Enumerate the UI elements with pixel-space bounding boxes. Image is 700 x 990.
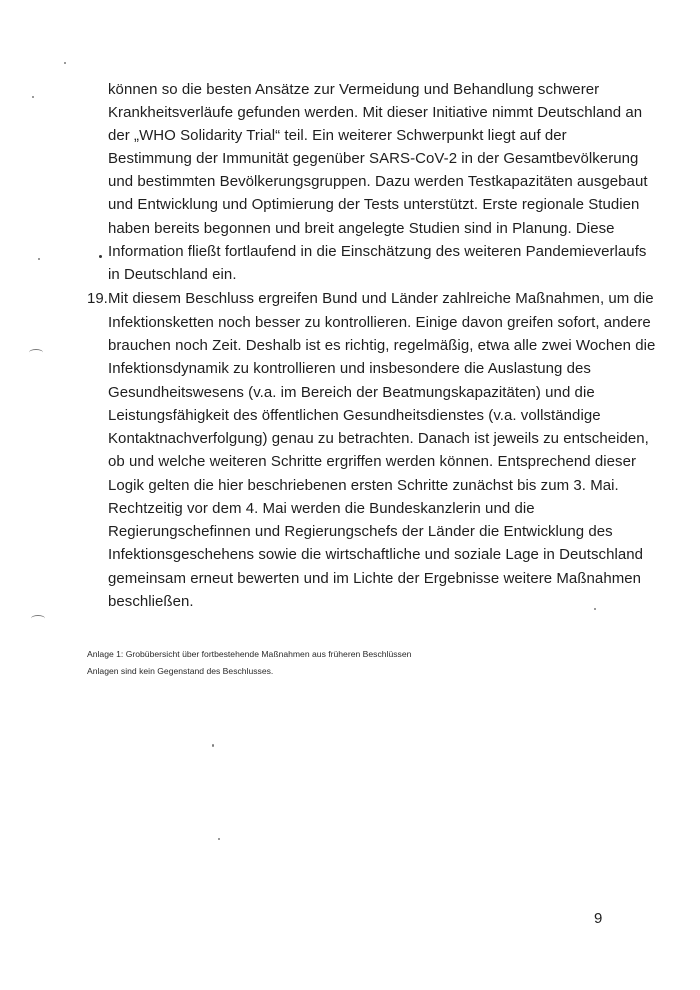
text-line: Gesundheitswesens (v.a. im Bereich der Beatmungskapazitäten) und die xyxy=(108,384,595,401)
text-line: können so die besten Ansätze zur Vermeidung und Behandlung schwerer xyxy=(108,81,600,98)
text-line: in Deutschland ein. xyxy=(108,266,237,283)
text-line: gemeinsam erneut bewerten und im Lichte der Ergebnisse weitere Maßnahmen xyxy=(108,570,642,587)
page-number: 9 xyxy=(594,910,603,927)
text-line: Infektionsketten noch besser zu kontrollieren. Einige davon greifen sofort, andere xyxy=(108,314,651,331)
text-line: Krankheitsverläufe gefunden werden. Mit dieser Initiative nimmt Deutschland an xyxy=(108,104,643,121)
scan-speck xyxy=(99,255,102,258)
margin-mark xyxy=(29,349,43,356)
scan-speck xyxy=(32,96,34,98)
text-line: ob und welche weiteren Schritte ergriffen werden können. Entsprechend dieser xyxy=(108,453,637,470)
text-line: und bestimmten Bevölkerungsgruppen. Dazu werden Testkapazitäten ausgebaut xyxy=(108,173,648,190)
scan-speck xyxy=(594,608,596,610)
scan-speck xyxy=(218,838,220,840)
text-line: Rechtzeitig vor dem 4. Mai werden die Bundeskanzlerin und die xyxy=(108,500,535,517)
annex-note: Anlage 1: Grobübersicht über fortbestehende Maßnahmen aus früheren Beschlüssen xyxy=(87,649,412,659)
text-line: Leistungsfähigkeit des öffentlichen Gesundheitsdienstes (v.a. vollständige xyxy=(108,407,601,424)
text-line: Kontaktnachverfolgung) genau zu betrachten. Danach ist jeweils zu entscheiden, xyxy=(108,430,649,447)
text-line: Logik gelten die hier beschriebenen ersten Schritte zunächst bis zum 3. Mai. xyxy=(108,477,619,494)
text-line: haben bereits begonnen und breit angelegte Studien sind in Planung. Diese xyxy=(108,220,615,237)
item-number: 19. xyxy=(87,290,108,307)
text-line: Infektionsgeschehens sowie die wirtschaftliche und soziale Lage in Deutschland xyxy=(108,546,644,563)
text-line: der „WHO Solidarity Trial“ teil. Ein weiterer Schwerpunkt liegt auf der xyxy=(108,127,567,144)
text-line: Bestimmung der Immunität gegenüber SARS-CoV-2 in der Gesamtbevölkerung xyxy=(108,150,639,167)
scan-speck xyxy=(64,62,66,64)
text-line: Information fließt fortlaufend in die Einschätzung des weiteren Pandemieverlaufs xyxy=(108,243,647,260)
text-line: brauchen noch Zeit. Deshalb ist es richtig, regelmäßig, etwa alle zwei Wochen die xyxy=(108,337,656,354)
margin-mark xyxy=(31,615,45,622)
text-line: beschließen. xyxy=(108,593,194,610)
annex-note: Anlagen sind kein Gegenstand des Beschlusses. xyxy=(87,666,274,676)
text-line: Regierungschefinnen und Regierungschefs der Länder die Entwicklung des xyxy=(108,523,613,540)
scan-speck xyxy=(212,744,214,747)
scan-speck xyxy=(38,258,40,260)
text-line: Infektionsdynamik zu kontrollieren und insbesondere die Auslastung des xyxy=(108,360,591,377)
text-line: und Entwicklung und Optimierung der Tests unterstützt. Erste regionale Studien xyxy=(108,196,640,213)
text-line: Mit diesem Beschluss ergreifen Bund und Länder zahlreiche Maßnahmen, um die xyxy=(108,290,654,307)
